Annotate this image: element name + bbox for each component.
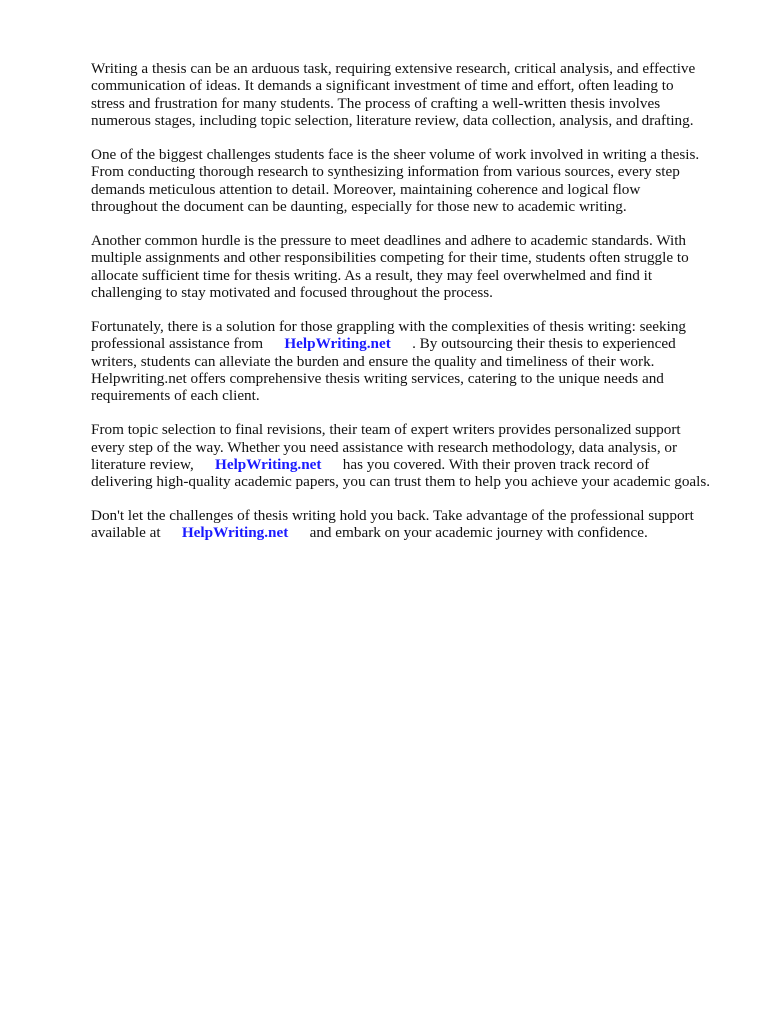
paragraph-line: delivering high-quality academic papers, you can trust them to help you achieve your academic goals. [91,473,711,491]
paragraph-line-segment: available at [91,524,161,542]
paragraph-5 [91,421,721,491]
paragraph-4 [91,318,721,405]
paragraph-line: Writing a thesis can be an arduous task, requiring extensive research, critical analysis, and effective [91,60,696,77]
paragraph-line: writers, students can alleviate the burden and ensure the quality and timeliness of their work. [91,352,655,370]
paragraph-6 [91,507,721,542]
paragraph-line: communication of ideas. It demands a significant investment of time and effort, often leading to [91,77,674,95]
paragraph-line: Helpwriting.net offers comprehensive thesis writing services, catering to the unique needs and [91,369,664,387]
paragraph-line-segment: and embark on your academic journey with confidence. [309,524,648,542]
paragraph-line-segment: has you covered. With their proven track record of [342,455,650,473]
paragraph-line: multiple assignments and other responsibilities competing for their time, students often struggle to [91,249,689,267]
paragraph-line: Don't let the challenges of thesis writing hold you back. Take advantage of the professional support [91,507,694,525]
helpwriting-link[interactable]: HelpWriting.net [181,524,289,542]
paragraph-line: requirements of each client. [91,387,260,405]
paragraph-line-segment: . By outsourcing their thesis to experienced [412,335,676,353]
paragraph-line: From topic selection to final revisions, their team of expert writers provides personalized support [91,421,681,439]
paragraph-line: Fortunately, there is a solution for those grappling with the complexities of thesis writing: seeking [91,317,687,335]
paragraph-line-segment: professional assistance from [91,335,264,353]
paragraph-line: demands meticulous attention to detail. Moreover, maintaining coherence and logical flow [91,180,641,198]
paragraph-line: numerous stages, including topic selection, literature review, data collection, analysis, and drafting. [91,112,694,130]
paragraph-line: Another common hurdle is the pressure to meet deadlines and adhere to academic standards. With [91,231,687,249]
paragraph-line: challenging to stay motivated and focused throughout the process. [91,284,493,302]
paragraph-2 [91,146,721,216]
paragraph-3 [91,232,721,302]
document-body [91,60,721,558]
helpwriting-link[interactable]: HelpWriting.net [284,335,391,353]
paragraph-1 [91,60,721,130]
paragraph-line: allocate sufficient time for thesis writing. As a result, they may feel overwhelmed and find it [91,266,653,284]
paragraph-line: From conducting thorough research to synthesizing information from various sources, every step [91,163,680,181]
helpwriting-link[interactable]: HelpWriting.net [215,455,322,473]
paragraph-line: throughout the document can be daunting, especially for those new to academic writing. [91,198,627,216]
paragraph-line-segment: literature review, [91,455,194,473]
paragraph-line: One of the biggest challenges students face is the sheer volume of work involved in writing a thesis. [91,145,700,163]
paragraph-line: stress and frustration for many students. The process of crafting a well-written thesis involves [91,94,661,112]
paragraph-line: every step of the way. Whether you need assistance with research methodology, data analysis, or [91,438,678,456]
